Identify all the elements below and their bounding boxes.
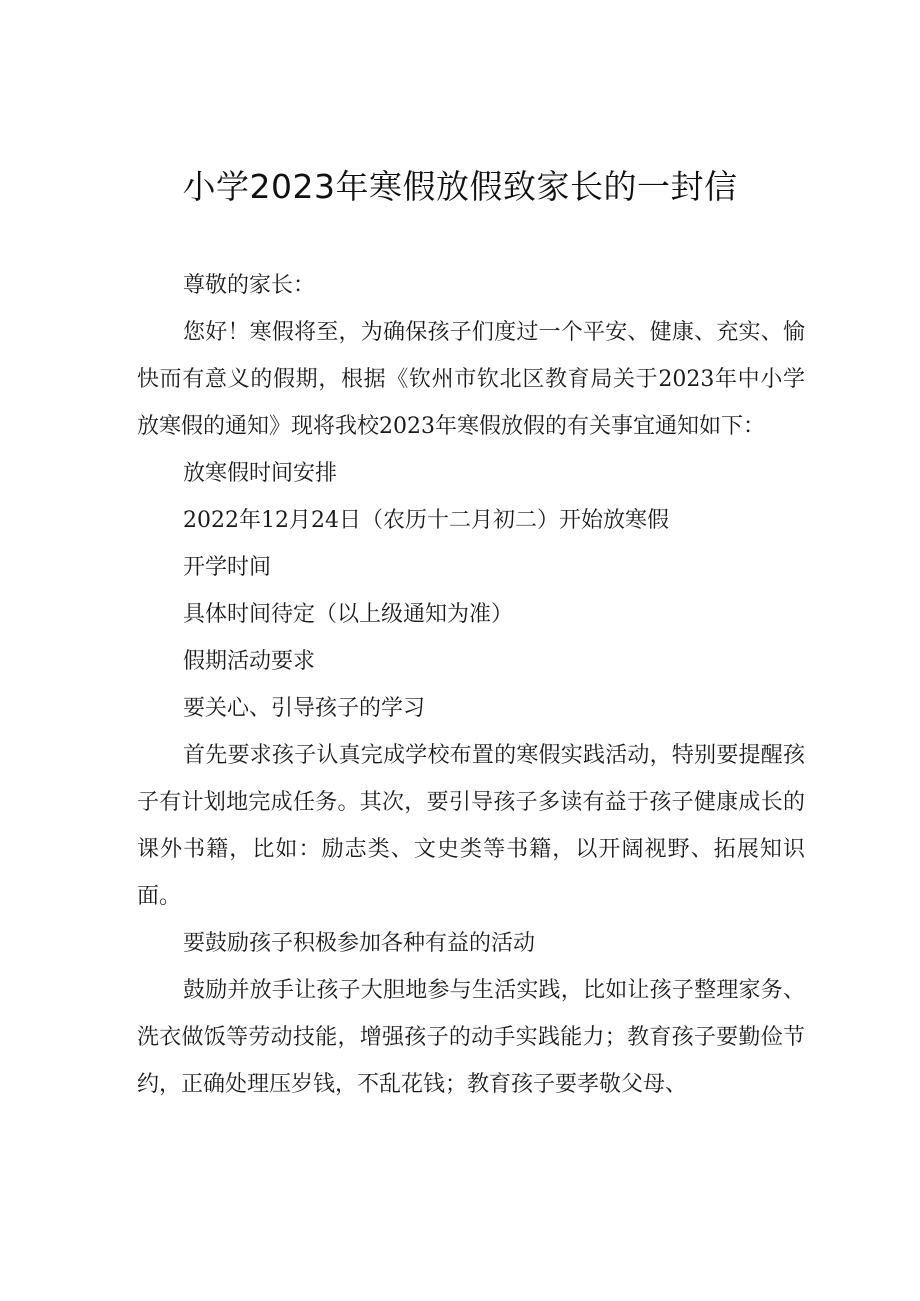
beneficial-activities-paragraph: 鼓励并放手让孩子大胆地参与生活实践，比如让孩子整理家务、洗衣做饭等劳动技能，增强孩子的动手实践能力；教育孩子要勤俭节约，正确处理压岁钱，不乱花钱；教育孩子要孝敬父母、 (137, 978, 805, 1097)
school-start-date: 具体时间待定（以上级通知为准） (183, 602, 514, 627)
intro-paragraph: 您好！寒假将至，为确保孩子们度过一个平安、健康、充实、愉快而有意义的假期，根据《钦州市钦北区教育局关于2023年中小学放寒假的通知》现将我校2023年寒假放假的有关事宜通知如下： (137, 320, 805, 439)
section-heading-school-start: 开学时间 (183, 555, 272, 580)
salutation: 尊敬的家长： (183, 273, 316, 298)
section-heading-holiday-schedule: 放寒假时间安排 (183, 461, 338, 486)
document-body (137, 262, 805, 1108)
study-guidance-paragraph: 首先要求孩子认真完成学校布置的寒假实践活动，特别要提醒孩子有计划地完成任务。其次，要引导孩子多读有益于孩子健康成长的课外书籍，比如：励志类、文史类等书籍，以开阔视野、拓展知识面。 (137, 743, 805, 909)
document-title: 小学2023年寒假放假致家长的一封信 (182, 167, 738, 206)
holiday-start-date: 2022年12月24日（农历十二月初二）开始放寒假 (183, 508, 669, 533)
subheading-study-guidance: 要关心、引导孩子的学习 (183, 696, 426, 721)
section-heading-activity-requirements: 假期活动要求 (183, 649, 316, 674)
subheading-beneficial-activities: 要鼓励孩子积极参加各种有益的活动 (183, 931, 536, 956)
